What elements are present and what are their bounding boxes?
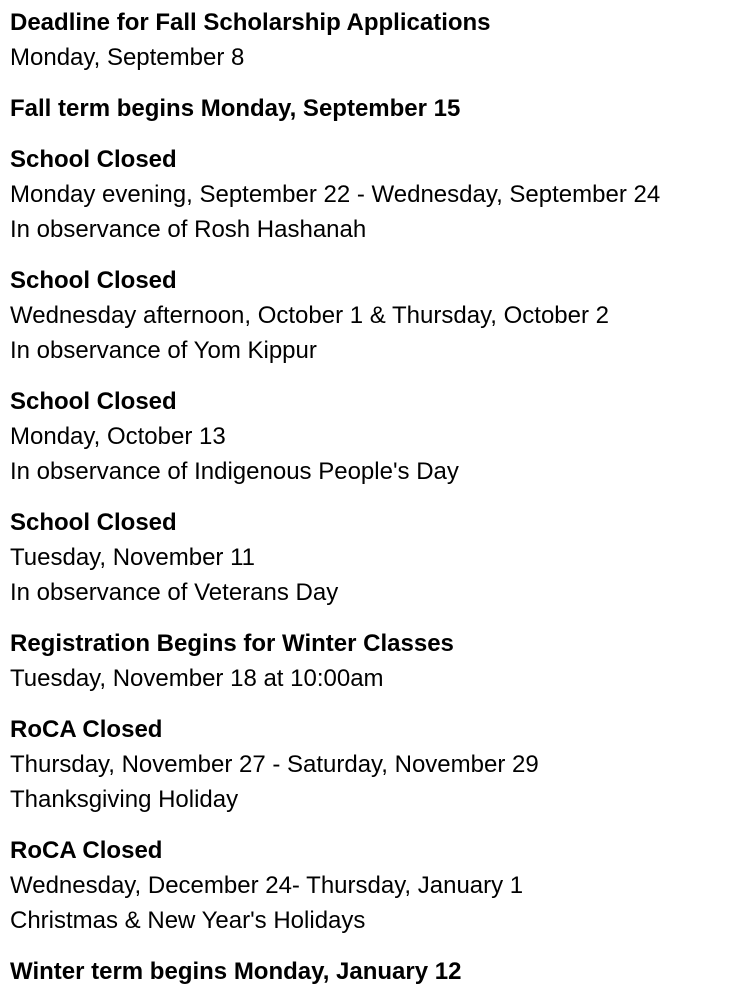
- event-date: Tuesday, November 11: [10, 544, 256, 571]
- event-date: Monday, October 13: [10, 423, 226, 450]
- event-note: In observance of Indigenous People's Day: [10, 458, 459, 485]
- event-date: Wednesday, December 24- Thursday, January 1: [10, 872, 524, 899]
- event-item: [10, 6, 746, 75]
- event-title: Winter term begins Monday, January 12: [10, 958, 462, 985]
- event-date: Wednesday afternoon, October 1 & Thursday, October 2: [10, 302, 610, 329]
- event-note: In observance of Rosh Hashanah: [10, 216, 367, 243]
- event-item: [10, 264, 746, 368]
- event-title: School Closed: [10, 509, 177, 536]
- event-date: Monday evening, September 22 - Wednesday, September 24: [10, 181, 661, 208]
- event-title: Deadline for Fall Scholarship Applications: [10, 9, 491, 36]
- event-item: [10, 834, 746, 938]
- event-title: School Closed: [10, 267, 177, 294]
- event-note: Thanksgiving Holiday: [10, 786, 239, 813]
- event-title: Registration Begins for Winter Classes: [10, 630, 454, 657]
- event-item: [10, 713, 746, 817]
- event-title: School Closed: [10, 146, 177, 173]
- event-item: [10, 385, 746, 489]
- event-title: RoCA Closed: [10, 837, 163, 864]
- event-item: [10, 627, 746, 696]
- event-item: [10, 92, 746, 126]
- event-title: Fall term begins Monday, September 15: [10, 95, 461, 122]
- event-title: RoCA Closed: [10, 716, 163, 743]
- event-date: Thursday, November 27 - Saturday, November 29: [10, 751, 539, 778]
- event-item: [10, 955, 746, 989]
- event-note: In observance of Yom Kippur: [10, 337, 317, 364]
- event-date: Monday, September 8: [10, 44, 245, 71]
- event-item: [10, 506, 746, 610]
- event-title: School Closed: [10, 388, 177, 415]
- event-note: Christmas & New Year's Holidays: [10, 907, 366, 934]
- event-date: Tuesday, November 18 at 10:00am: [10, 665, 384, 692]
- event-item: [10, 143, 746, 247]
- event-note: In observance of Veterans Day: [10, 579, 339, 606]
